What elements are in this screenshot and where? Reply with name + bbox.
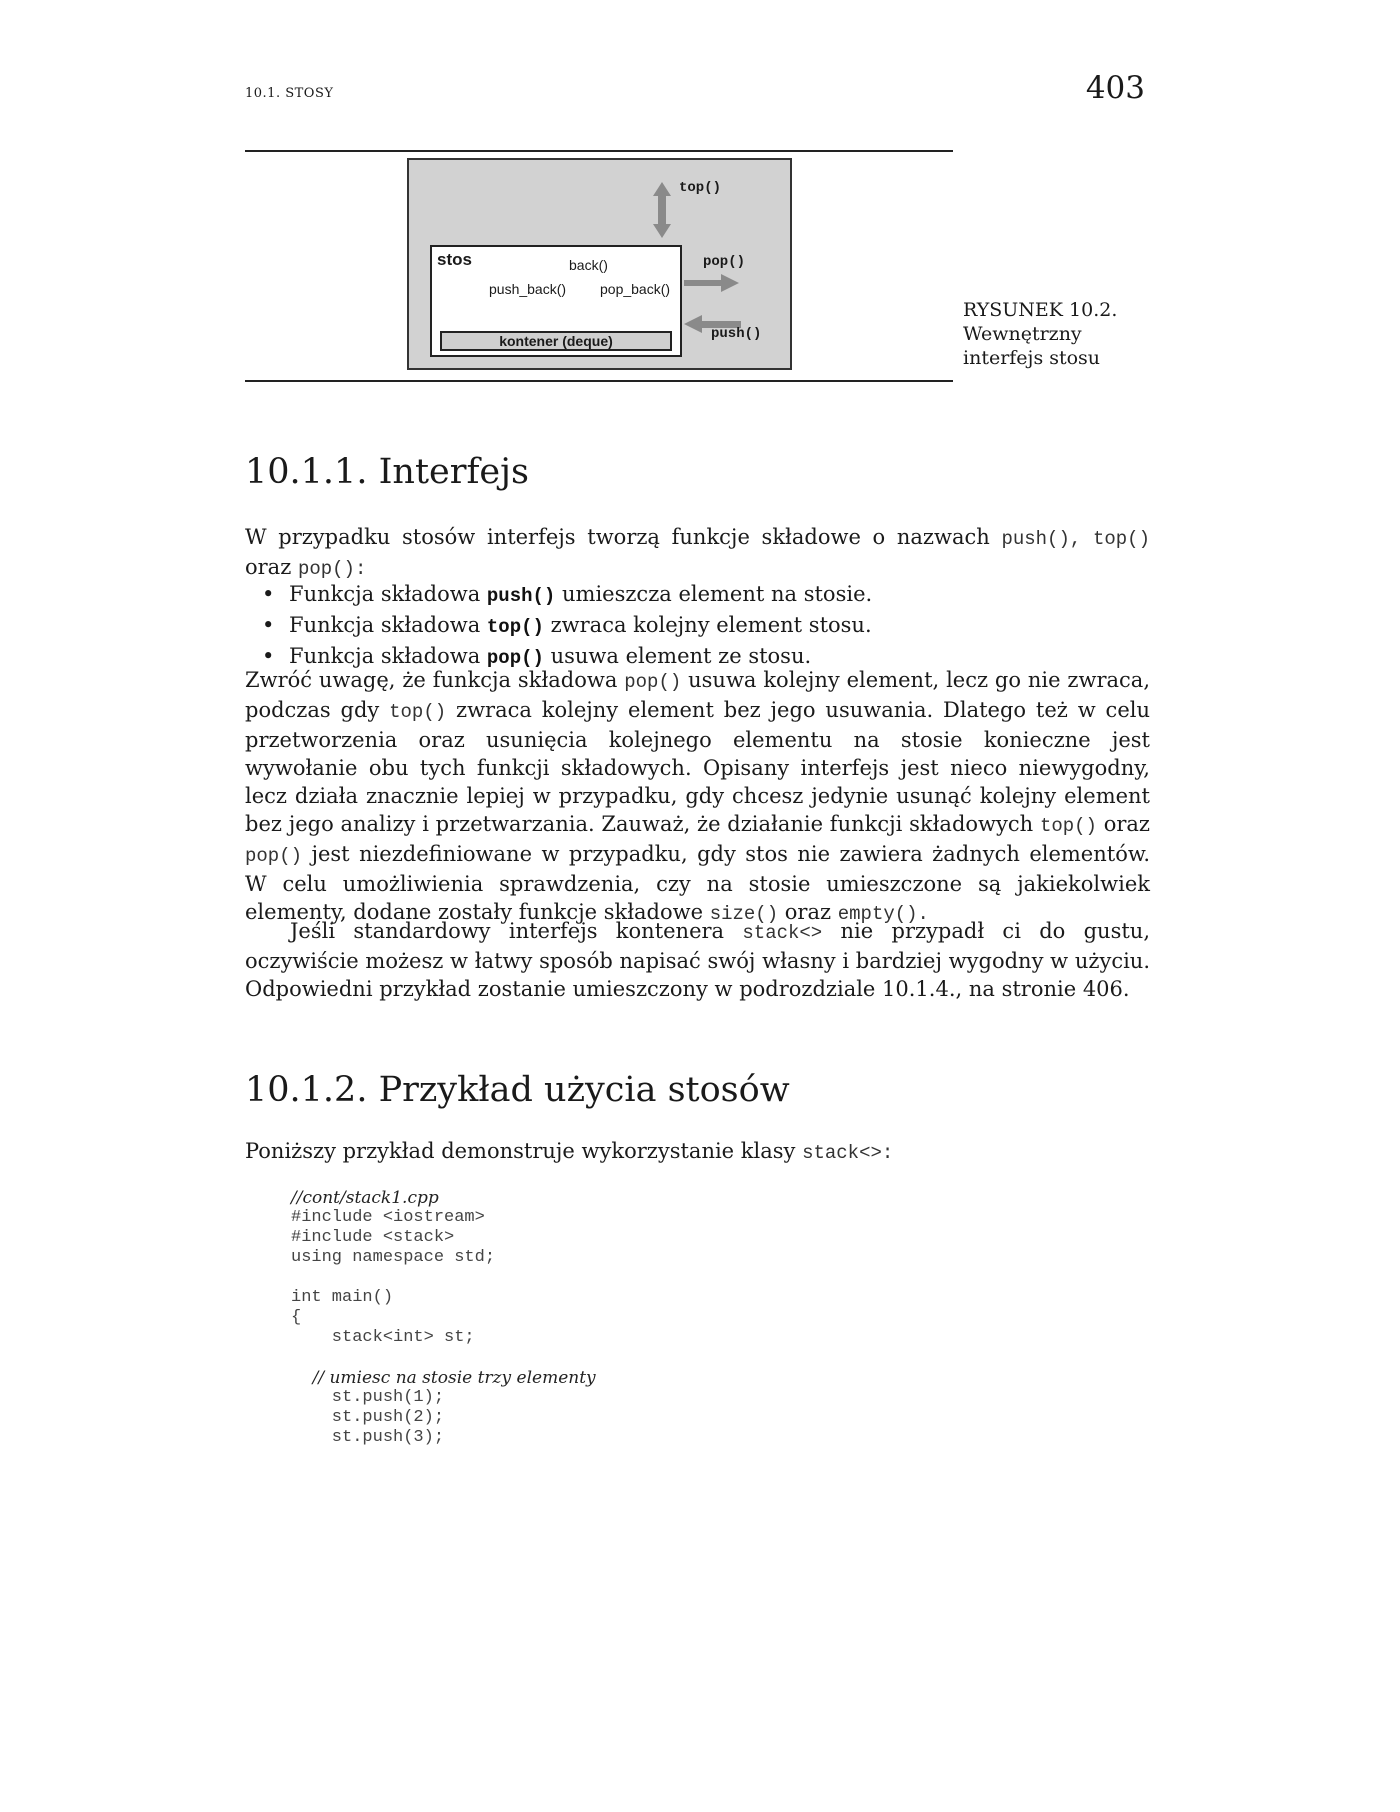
- page-number: 403: [1085, 70, 1145, 106]
- text: oraz: [778, 900, 838, 924]
- code-pop: pop():: [297, 558, 367, 580]
- push-op-label: push(): [711, 326, 762, 342]
- caption-line: Wewnętrzny: [963, 323, 1082, 345]
- running-head: 10.1. STOSY: [245, 86, 334, 101]
- caption-line: RYSUNEK 10.2.: [963, 299, 1118, 321]
- example-intro-paragraph: [245, 1137, 1150, 1167]
- inline-code: pop(): [245, 845, 303, 867]
- code-line: st.push(1);: [291, 1388, 445, 1407]
- body-paragraph: [245, 666, 1150, 928]
- bullet-text: Funkcja składowa: [289, 644, 487, 668]
- bullet-text: umieszcza element na stosie.: [555, 582, 873, 606]
- code-line: stack<int> st;: [291, 1328, 475, 1347]
- inline-code: top(): [1039, 815, 1097, 837]
- code-line: #include <iostream>: [291, 1208, 485, 1227]
- section-heading-interface: 10.1.1. Interfejs: [245, 452, 529, 492]
- pop-op-label: pop(): [703, 254, 746, 270]
- stack-box: [430, 245, 682, 357]
- push-back-label: push_back(): [489, 281, 567, 297]
- bullet-code: top(): [486, 616, 544, 638]
- code-blank-line: [291, 1348, 596, 1368]
- figure-bottom-rule: [245, 380, 953, 382]
- figure-top-rule: [245, 150, 953, 152]
- text: jest niezdefiniowane w przypadku, gdy stos nie zawiera żadnych elementów. W celu umożliwienia sprawdzenia, czy na stosie umieszczone są jakiekolwiek elementy, dodane zostały funkcje składowe: [245, 842, 1150, 924]
- function-list: [262, 580, 1142, 673]
- intro-mid: oraz: [245, 555, 292, 579]
- code-line: {: [291, 1308, 302, 1327]
- code-blank-line: [291, 1268, 596, 1288]
- text: Zwróć uwagę, że funkcja składowa: [245, 668, 625, 692]
- code-line: st.push(3);: [291, 1428, 445, 1447]
- inline-code: stack<>:: [802, 1142, 894, 1164]
- list-item: [262, 580, 1142, 611]
- inline-code: pop(): [624, 671, 682, 693]
- text: nie przypadł ci do gustu, oczywiście możesz w łatwy sposób napisać swój własny i bardziej wygodny w użyciu. Odpowiedni przykład zostanie umieszczony w podrozdziale 10.1.4., na stronie 406.: [245, 919, 1150, 1001]
- inline-code: stack<>: [742, 922, 823, 944]
- bullet-code: push(): [486, 585, 556, 607]
- pop-back-label: pop_back(): [600, 281, 671, 297]
- inline-code: top(): [389, 701, 447, 723]
- code-listing: [291, 1188, 596, 1448]
- code-line: st.push(2);: [291, 1408, 445, 1427]
- inline-code: size(): [709, 903, 779, 925]
- stack-interface-figure: [407, 158, 792, 370]
- bullet-code: pop(): [486, 647, 544, 669]
- text: Jeśli standardowy interfejs kontenera: [290, 919, 743, 943]
- section-heading-example: 10.1.2. Przykład użycia stosów: [245, 1070, 790, 1110]
- container-box: kontener (deque): [440, 331, 672, 351]
- bullet-text: Funkcja składowa: [289, 613, 487, 637]
- figure-caption: [963, 298, 1117, 370]
- body-paragraph-2: [245, 917, 1150, 1003]
- caption-line: interfejs stosu: [963, 347, 1101, 369]
- code-top: top(): [1092, 528, 1150, 550]
- intro-paragraph: [245, 523, 1150, 583]
- text: zwraca kolejny element bez jego usuwania. Dlatego też w celu przetworzenia oraz usunięcia kolejnego elementu na stosie konieczne jest wywołanie obu tych funkcji składowych. Opisany interfejs jest nieco niewygodny, lecz działa znacznie lepiej w przypadku, gdy chcesz jedynie usunąć kolejny element bez jego analizy i przetwarzania. Zauważ, że działanie funkcji składowych: [245, 698, 1150, 836]
- bullet-text: zwraca kolejny element stosu.: [543, 613, 872, 637]
- code-line: int main(): [291, 1288, 394, 1307]
- code-line: using namespace std;: [291, 1248, 496, 1267]
- list-item: [262, 611, 1142, 642]
- code-line: #include <stack>: [291, 1228, 455, 1247]
- code-comment: //cont/stack1.cpp: [291, 1188, 439, 1208]
- bullet-text: usuwa element ze stosu.: [543, 644, 812, 668]
- text: usuwa kolejny element, lecz go nie zwraca, podczas gdy: [245, 668, 1150, 722]
- code-comment: // umiesc na stosie trzy elementy: [291, 1368, 596, 1388]
- inline-code: empty().: [837, 903, 929, 925]
- text: oraz: [1096, 812, 1150, 836]
- top-arrow-icon: [653, 182, 671, 238]
- pop-arrow-icon: [684, 274, 739, 292]
- text: Poniższy przykład demonstruje wykorzystanie klasy: [245, 1139, 803, 1163]
- intro-text: W przypadku stosów interfejs tworzą funkcje składowe o nazwach: [245, 525, 1002, 549]
- code-push: push(),: [1001, 528, 1082, 550]
- stack-label: stos: [437, 250, 472, 269]
- back-label: back(): [569, 257, 608, 273]
- top-op-label: top(): [679, 180, 722, 196]
- bullet-text: Funkcja składowa: [289, 582, 487, 606]
